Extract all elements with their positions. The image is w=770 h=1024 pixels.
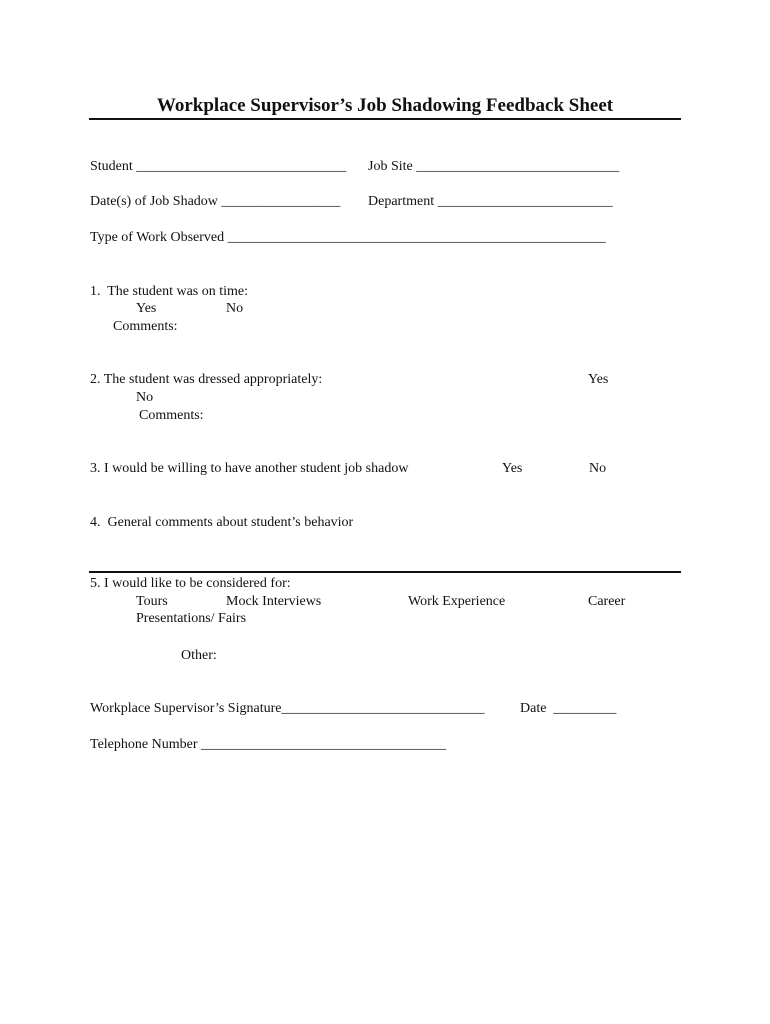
q1-yes[interactable]: Yes xyxy=(136,301,157,316)
q5-presentations[interactable]: Presentations/ Fairs xyxy=(136,611,247,626)
dates-field[interactable]: Date(s) of Job Shadow _________________ xyxy=(90,194,341,209)
q5-mock-interviews[interactable]: Mock Interviews xyxy=(226,594,322,609)
title-underline xyxy=(89,118,681,120)
page-title: Workplace Supervisor’s Job Shadowing Feedback Sheet xyxy=(156,95,614,116)
q5-tours[interactable]: Tours xyxy=(136,594,168,609)
work-observed-field[interactable]: Type of Work Observed ______________________________________________________ xyxy=(90,230,606,245)
q2-comments[interactable]: Comments: xyxy=(139,408,204,423)
q2-no[interactable]: No xyxy=(136,390,154,405)
q3-no[interactable]: No xyxy=(589,461,607,476)
q1-no[interactable]: No xyxy=(226,301,244,316)
telephone-field[interactable]: Telephone Number ___________________________________ xyxy=(90,737,446,752)
q4-label: 4. General comments about student’s behavior xyxy=(90,515,354,530)
department-field[interactable]: Department _________________________ xyxy=(368,194,613,209)
q5-work-experience[interactable]: Work Experience xyxy=(408,594,506,609)
signature-field[interactable]: Workplace Supervisor’s Signature_____________________________ xyxy=(90,701,485,716)
q2-yes[interactable]: Yes xyxy=(588,372,609,387)
section-divider xyxy=(89,571,681,573)
q1-comments[interactable]: Comments: xyxy=(113,319,178,334)
q2-label: 2. The student was dressed appropriately: xyxy=(90,372,323,387)
date-field[interactable]: Date _________ xyxy=(520,701,617,716)
q3-yes[interactable]: Yes xyxy=(502,461,523,476)
q1-label: 1. The student was on time: xyxy=(90,284,248,299)
q5-other[interactable]: Other: xyxy=(181,648,217,663)
job-site-field[interactable]: Job Site _____________________________ xyxy=(368,159,620,174)
q3-label: 3. I would be willing to have another student job shadow xyxy=(90,461,409,476)
student-field[interactable]: Student ______________________________ xyxy=(90,159,347,174)
q5-label: 5. I would like to be considered for: xyxy=(90,576,291,591)
q5-career[interactable]: Career xyxy=(588,594,626,609)
